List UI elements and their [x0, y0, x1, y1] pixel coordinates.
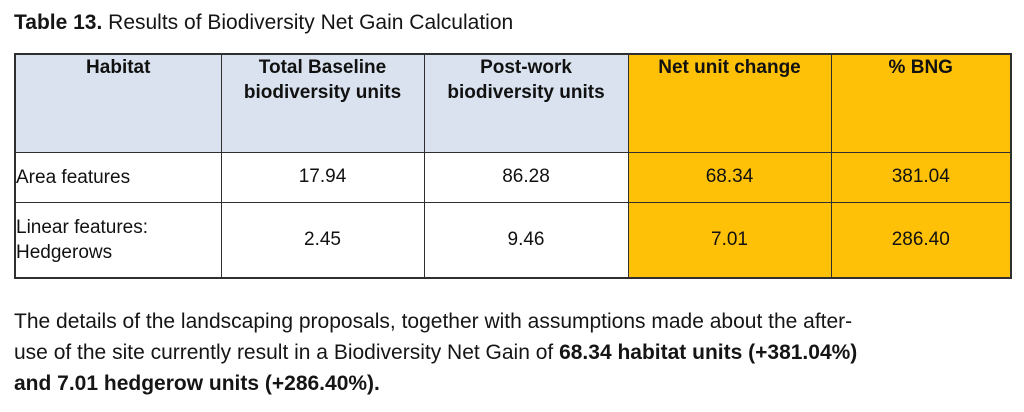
table-caption-title: Results of Biodiversity Net Gain Calculation: [102, 11, 514, 34]
cell-postwork-value: 9.46: [424, 202, 628, 278]
table-row-linear-features: [15, 202, 1011, 278]
summary-paragraph: [14, 306, 1014, 399]
summary-text-line3-bold: and 7.01 hedgerow units (+286.40%).: [14, 372, 380, 395]
table-caption-number: Table 13.: [14, 11, 103, 34]
cell-percent-bng-value: 286.40: [831, 202, 1011, 278]
header-cell-postwork-units: Post-work biodiversity units: [424, 54, 628, 152]
cell-percent-bng-value: 381.04: [831, 152, 1011, 202]
cell-habitat-name: Area features: [15, 152, 221, 202]
cell-baseline-value: 17.94: [221, 152, 424, 202]
summary-text-line1: The details of the landscaping proposals, together with assumptions made about the after-: [14, 310, 853, 333]
bng-results-table: [14, 53, 1012, 279]
header-cell-net-unit-change: Net unit change: [628, 54, 831, 152]
summary-text-line2-normal: use of the site currently result in a Biodiversity Net Gain of: [14, 341, 560, 364]
header-cell-percent-bng: % BNG: [831, 54, 1011, 152]
cell-net-change-value: 68.34: [628, 152, 831, 202]
table-row-area-features: [15, 152, 1011, 202]
table-header-row: [15, 54, 1011, 152]
table-caption: [14, 10, 1010, 36]
cell-baseline-value: 2.45: [221, 202, 424, 278]
cell-habitat-name: Linear features: Hedgerows: [15, 202, 221, 278]
summary-text-line2-bold: 68.34 habitat units (+381.04%): [559, 341, 858, 364]
cell-net-change-value: 7.01: [628, 202, 831, 278]
header-cell-baseline-units: Total Baseline biodiversity units: [221, 54, 424, 152]
cell-postwork-value: 86.28: [424, 152, 628, 202]
header-cell-habitat: Habitat: [15, 54, 221, 152]
